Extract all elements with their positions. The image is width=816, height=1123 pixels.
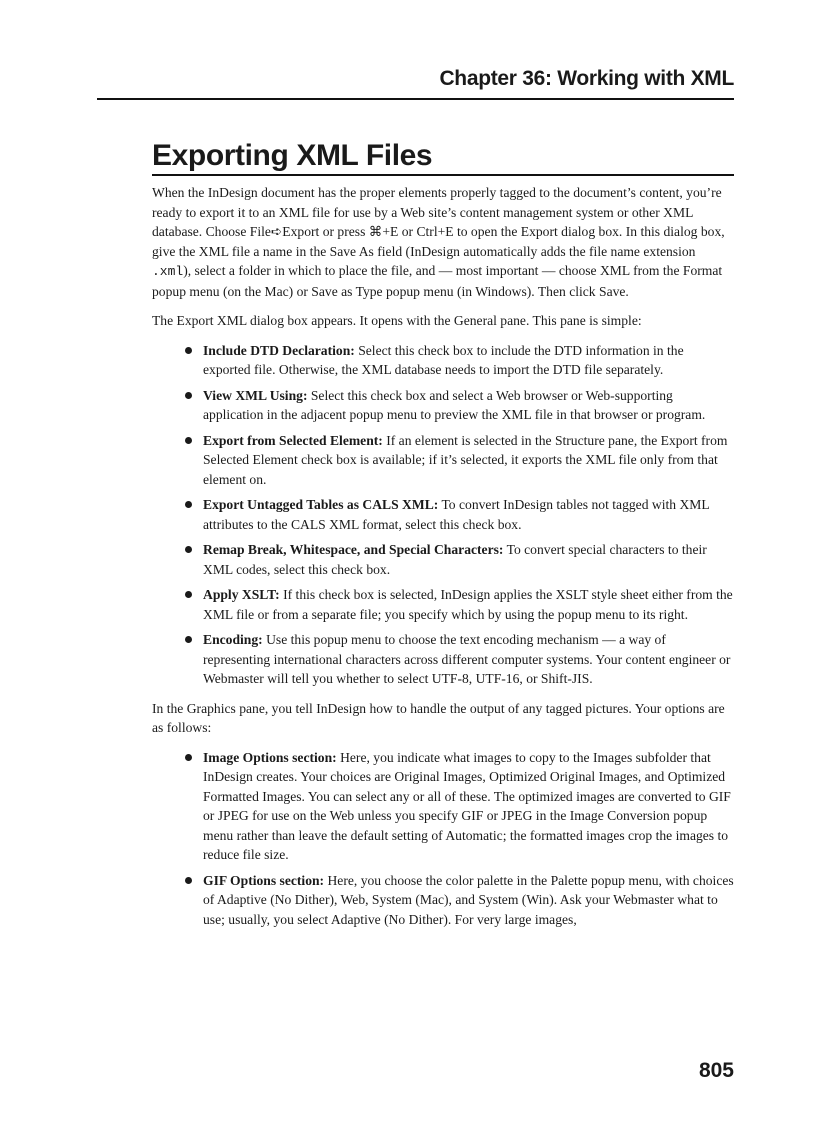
option-text: Here, you indicate what images to copy to the Images subfolder that InDesign creates. Your choices are Original Images, Optimized Original Images, and Optimized Formatted Images. You can select any or all of these. The optimized images are converted to GIF or JPEG for use on the Web unless you specify GIF or JPEG in the Image Conversion popup menu rather than leave the default setting of Automatic; the formatted images crop the images to reduce file size. <box>203 749 731 862</box>
option-term: GIF Options section: <box>203 872 325 888</box>
running-head: Chapter 36: Working with XML <box>439 67 734 90</box>
list-item <box>152 540 734 579</box>
option-text: Here, you choose the color palette in the Palette popup menu, with choices of Adaptive (No Dither), Web, System (Mac), and System (Win). Ask your Webmaster what to use; usually, you select Adaptive (No Dither). For very large images, <box>203 872 734 927</box>
intro-text-1: When the InDesign document has the proper elements properly tagged to the document’s content, you’re ready to export it to an XML file for use by a Web site’s content management system or other XML database. Choose File➪Export or press ⌘+E or Ctrl+E to open the Export dialog box. In this dialog box, give the XML file a name in the Save As field (InDesign automatically adds the file name extension <box>152 185 725 259</box>
option-term: Image Options section: <box>203 749 337 765</box>
intro-paragraph <box>152 183 734 301</box>
graphics-options-list <box>152 748 734 930</box>
option-text: To convert InDesign tables not tagged with XML attributes to the CALS XML format, select this check box. <box>203 497 710 532</box>
list-item <box>152 585 734 624</box>
option-term: Export from Selected Element: <box>203 432 383 448</box>
list-item <box>152 495 734 534</box>
list-item <box>152 630 734 689</box>
header-rule <box>97 98 734 100</box>
option-text: To convert special characters to their XML codes, select this check box. <box>203 542 707 577</box>
option-text: Select this check box and select a Web browser or Web-supporting application in the adjacent popup menu to preview the XML file in that browser or program. <box>203 387 706 422</box>
general-options-list <box>152 341 734 689</box>
option-text: If an element is selected in the Structure pane, the Export from Selected Element check box is available; if it’s selected, it exports the XML file only from that element on. <box>203 432 728 487</box>
title-rule <box>152 174 734 176</box>
list-item <box>152 386 734 425</box>
list-item <box>152 431 734 490</box>
option-term: Encoding: <box>203 632 263 647</box>
list-item <box>152 871 734 930</box>
option-term: Remap Break, Whitespace, and Special Characters: <box>203 542 504 557</box>
list-item <box>152 748 734 865</box>
body-text <box>152 183 734 939</box>
page-number: 805 <box>698 1059 734 1082</box>
general-pane-paragraph: The Export XML dialog box appears. It opens with the General pane. This pane is simple: <box>152 313 642 328</box>
graphics-pane-paragraph: In the Graphics pane, you tell InDesign how to handle the output of any tagged pictures. Your options are as follows: <box>152 700 725 735</box>
option-term: Include DTD Declaration: <box>203 342 355 358</box>
option-term: View XML Using: <box>203 387 308 403</box>
list-item <box>152 341 734 380</box>
intro-text-2: ), select a folder in which to place the file, and — most important — choose XML from the Format popup menu (on the Mac) or Save as Type popup menu (in Windows). Then click Save. <box>152 263 723 299</box>
option-term: Export Untagged Tables as CALS XML: <box>203 497 439 512</box>
section-title: Exporting XML Files <box>152 139 433 172</box>
option-term: Apply XSLT: <box>203 587 280 602</box>
file-extension-code: .xml <box>152 264 184 279</box>
option-text: Select this check box to include the DTD information in the exported file. Otherwise, the XML database needs to import the DTD file separately. <box>203 342 684 377</box>
option-text: If this check box is selected, InDesign applies the XSLT style sheet either from the XML file or from a separate file; you specify which by using the popup menu to its right. <box>203 587 733 622</box>
option-text: Use this popup menu to choose the text encoding mechanism — a way of representing international characters across different computer systems. Your content engineer or Webmaster will tell you whether to select UTF-8, UTF-16, or Shift-JIS. <box>203 632 731 686</box>
